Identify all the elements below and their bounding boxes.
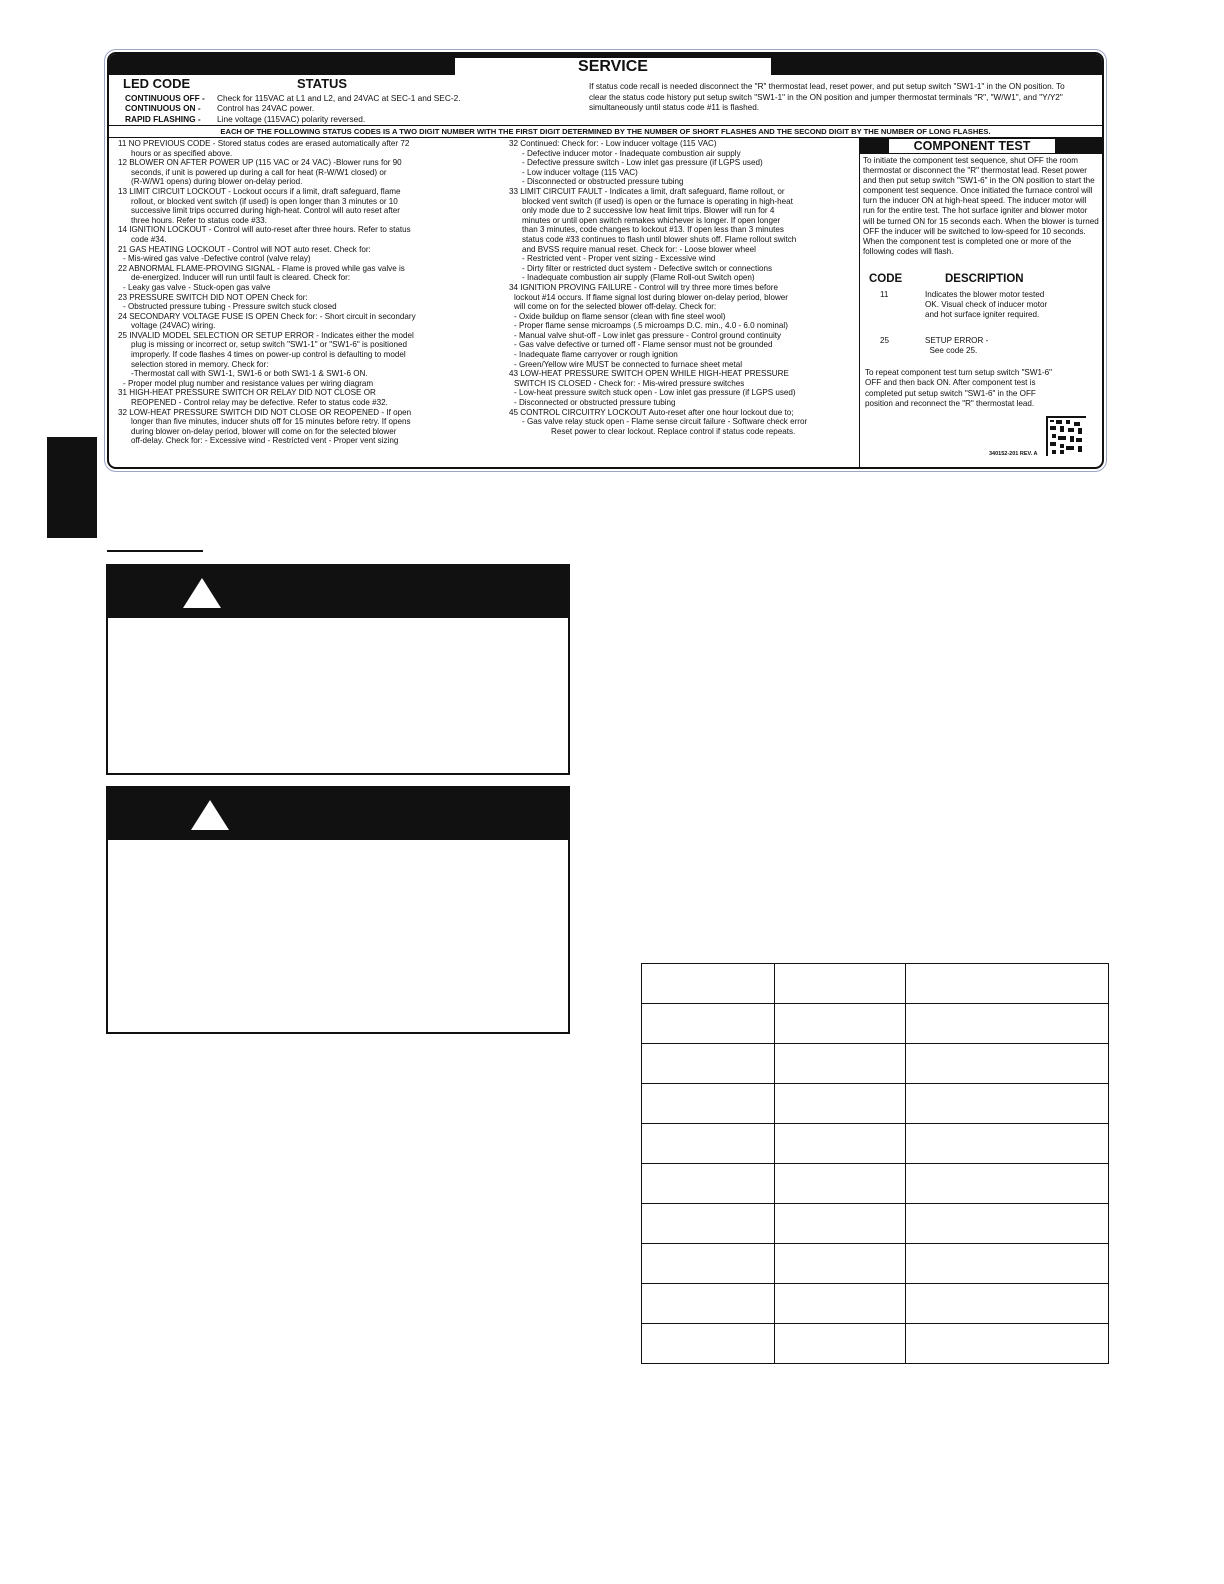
- table-cell: [642, 1204, 775, 1244]
- table-cell: [906, 1204, 1109, 1244]
- status-codes-column-1: [118, 139, 506, 446]
- status-code-line: 33 LIMIT CIRCUIT FAULT - Indicates a limit, draft safeguard, flame rollout, or: [509, 186, 785, 196]
- status-code-line: (R-W/W1 opens) during blower on-delay period.: [131, 177, 303, 187]
- table-cell: [642, 1244, 775, 1284]
- table-row: [642, 1084, 1109, 1124]
- component-test-title: COMPONENT TEST: [889, 139, 1055, 153]
- table-cell: [642, 1004, 775, 1044]
- status-code-line: hours or as specified above.: [131, 148, 233, 158]
- table-cell: [906, 1284, 1109, 1324]
- status-code-line: three hours. Refer to status code #33.: [131, 215, 267, 225]
- warning-box: [106, 564, 570, 775]
- status-code-line: 11 NO PREVIOUS CODE - Stored status codes are erased automatically after 72: [118, 139, 410, 148]
- status-code-line: status code #33 continues to flash until blower shuts off. Flame rollout switch: [522, 234, 797, 244]
- status-code-line: - Proper model plug number and resistance values per wiring diagram: [123, 378, 374, 388]
- table-cell: [906, 1084, 1109, 1124]
- status-code-line: 45 CONTROL CIRCUITRY LOCKOUT Auto-reset after one hour lockout due to;: [509, 407, 794, 417]
- status-code-line: lockout #14 occurs. If flame signal lost during blower on-delay period, blower: [514, 292, 788, 302]
- status-code-line: - Mis-wired gas valve -Defective control (valve relay): [123, 254, 311, 264]
- status-code-line: 12 BLOWER ON AFTER POWER UP (115 VAC or 24 VAC) -Blower runs for 90: [118, 158, 402, 168]
- service-title: SERVICE: [455, 58, 771, 75]
- status-code-line: REOPENED - Control relay may be defective. Refer to status code #32.: [131, 398, 388, 408]
- status-code-line: - Low-heat pressure switch stuck open - Low inlet gas pressure (if LGPS used): [514, 388, 796, 398]
- status-code-line: 43 LOW-HEAT PRESSURE SWITCH OPEN WHILE HIGH-HEAT PRESSURE: [509, 369, 789, 379]
- table-cell: [906, 1044, 1109, 1084]
- table-cell: [775, 1284, 906, 1324]
- table-row: [642, 1284, 1109, 1324]
- table-cell: [642, 1324, 775, 1364]
- table-row: [642, 1164, 1109, 1204]
- status-code-line: successive limit trips occurred during high-heat. Control will auto reset after: [131, 206, 401, 216]
- component-code-description: Indicates the blower motor tested OK. Visual check of inducer motor and hot surface igniter required.: [925, 290, 1048, 319]
- status-code-line: 23 PRESSURE SWITCH DID NOT OPEN Check for:: [118, 292, 308, 302]
- status-code-line: and BVSS require manual reset. Check for: - Loose blower wheel: [522, 244, 756, 254]
- status-code-line: - Gas valve defective or turned off - Flame sensor must not be grounded: [514, 340, 773, 350]
- status-code-line: voltage (24VAC) wiring.: [131, 321, 216, 331]
- table-cell: [775, 964, 906, 1004]
- status-recall-instructions: If status code recall is needed disconnect the "R" thermostat lead, reset power, and put setup switch "SW1-1" in the ON position. To clear the status code history put setup switch "SW1-1" in the ON position and jumper thermostat terminals "R", "W/W1", and "Y/Y2" simultaneously until status code #11 is flashed.: [589, 82, 1065, 112]
- table-cell: [775, 1084, 906, 1124]
- led-row: CONTINUOUS OFF - Check for 115VAC at L1 and L2, and 24VAC at SEC-1 and SEC-2.: [125, 93, 461, 103]
- table-cell: [775, 1324, 906, 1364]
- status-code-line: - Disconnected or obstructed pressure tubing: [514, 398, 676, 408]
- status-code-line: 13 LIMIT CIRCUIT LOCKOUT - Lockout occurs if a limit, draft safeguard, flame: [118, 186, 401, 196]
- component-code: 25: [880, 336, 890, 345]
- code-header: CODE: [869, 273, 903, 285]
- status-code-line: 25 INVALID MODEL SELECTION OR SETUP ERROR - Indicates either the model: [118, 330, 414, 340]
- status-code-line: 22 ABNORMAL FLAME-PROVING SIGNAL - Flame is proved while gas valve is: [118, 263, 405, 273]
- table-cell: [642, 1284, 775, 1324]
- table-cell: [642, 1084, 775, 1124]
- status-code-line: rollout, or blocked vent switch (if used) is open longer than 3 minutes or 10: [131, 196, 398, 206]
- description-header: DESCRIPTION: [945, 273, 1024, 285]
- status-code-line: improperly. If code flashes 4 times on power-up control is defaulting to model: [131, 350, 406, 360]
- table-cell: [906, 1004, 1109, 1044]
- component-code-description: SETUP ERROR - See code 25.: [925, 336, 989, 355]
- led-row: CONTINUOUS ON - Control has 24VAC power.: [125, 103, 315, 113]
- status-code-line: - Defective inducer motor - Inadequate combustion air supply: [522, 148, 741, 158]
- repeat-test-instructions: To repeat component test turn setup switch "SW1-6" OFF and then back ON. After component test is completed put setup switch "SW1-6" in the OFF position and reconnect the "R" thermostat lead.: [865, 368, 1053, 408]
- table-cell: [642, 1124, 775, 1164]
- status-code-line: de-energized. Inducer will run until fault is cleared. Check for:: [131, 273, 351, 283]
- table-row: [642, 1324, 1109, 1364]
- status-code-line: during blower on-delay period, blower will come on for the selected blower: [131, 426, 397, 436]
- status-code-banner: EACH OF THE FOLLOWING STATUS CODES IS A TWO DIGIT NUMBER WITH THE FIRST DIGIT DETERMINED BY THE NUMBER OF SHORT FLASHES AND THE SECOND DIGIT BY THE NUMBER OF LONG FLASHES.: [220, 127, 991, 136]
- status-code-line: 32 LOW-HEAT PRESSURE SWITCH DID NOT CLOSE OR REOPENED - If open: [118, 407, 412, 417]
- led-code-header: LED CODE: [123, 76, 191, 91]
- table-row: [642, 1204, 1109, 1244]
- table-row: [642, 1244, 1109, 1284]
- status-code-line: 32 Continued: Check for: - Low inducer voltage (115 VAC): [509, 139, 717, 148]
- status-code-line: - Green/Yellow wire MUST be connected to furnace sheet metal: [514, 359, 743, 369]
- status-code-line: seconds, if unit is powered up during a call for heat (R-W/W1 closed) or: [131, 167, 387, 177]
- data-table: [641, 963, 1109, 1364]
- table-cell: [775, 1164, 906, 1204]
- table-cell: [642, 1164, 775, 1204]
- warning-header: [108, 788, 568, 840]
- status-code-line: code #34.: [131, 234, 167, 244]
- status-code-line: - Dirty filter or restricted duct system - Defective switch or connections: [522, 263, 773, 273]
- warning-box: [106, 786, 570, 1034]
- table-cell: [906, 1324, 1109, 1364]
- component-code: 11: [880, 290, 889, 299]
- table-cell: [775, 1204, 906, 1244]
- table-cell: [775, 1044, 906, 1084]
- status-code-line: - Disconnected or obstructed pressure tubing: [522, 177, 684, 187]
- status-code-line: - Inadequate combustion air supply (Flame Roll-out Switch open): [522, 273, 755, 283]
- status-code-line: off-delay. Check for: - Excessive wind - Restricted vent - Proper vent sizing: [131, 436, 399, 446]
- qr-code-icon: [1046, 416, 1086, 456]
- led-row: RAPID FLASHING - Line voltage (115VAC) polarity reversed.: [125, 114, 366, 124]
- status-code-line: - Proper flame sense microamps (.5 microamps D.C. min., 4.0 - 6.0 nominal): [514, 321, 788, 331]
- status-code-line: longer than five minutes, inducer shuts off for 15 minutes before retry. If opens: [131, 417, 411, 427]
- divider: [859, 137, 860, 467]
- status-code-line: will come on for the selected blower off-delay. Check for:: [514, 302, 717, 312]
- status-code-line: plug is missing or incorrect or, setup switch "SW1-1" or "SW1-6" is positioned: [131, 340, 407, 350]
- status-code-line: - Manual valve shut-off - Low inlet gas pressure - Control ground continuity: [514, 330, 782, 340]
- status-code-line: 31 HIGH-HEAT PRESSURE SWITCH OR RELAY DID NOT CLOSE OR: [118, 388, 376, 398]
- divider: [109, 125, 1102, 126]
- status-code-line: blocked vent switch (if used) is open or the furnace is operating in high-heat: [522, 196, 793, 206]
- status-code-line: - Leaky gas valve - Stuck-open gas valve: [123, 282, 271, 292]
- status-code-line: Reset power to clear lockout. Replace control if status code repeats.: [551, 426, 796, 436]
- status-code-line: than 3 minutes, code changes to lockout #13. If open less than 3 minutes: [522, 225, 784, 235]
- table-cell: [642, 964, 775, 1004]
- table-cell: [775, 1244, 906, 1284]
- status-code-line: selection stored in memory. Check for:: [131, 359, 269, 369]
- status-code-line: SWITCH IS CLOSED - Check for: - Mis-wired pressure switches: [514, 378, 745, 388]
- table-cell: [642, 1044, 775, 1084]
- table-row: [642, 1044, 1109, 1084]
- status-code-line: - Restricted vent - Proper vent sizing - Excessive wind: [522, 254, 716, 264]
- status-code-line: 21 GAS HEATING LOCKOUT - Control will NOT auto reset. Check for:: [118, 244, 371, 254]
- component-test-intro: To initiate the component test sequence, shut OFF the room thermostat or disconnect the "R" thermostat lead. Reset power and then put setup switch "SW1-6" in the ON position to start the component test sequence. Once initiated the furnace control will turn the inducer ON at high-heat speed. The inducer motor will run for the entire test. The hot surface igniter and blower motor will be turned ON for 15 seconds each. When the blower is turned OFF the inducer will be switched to low-speed for 10 seconds. When the component test is completed one or more of the following codes will flash.: [863, 156, 1099, 256]
- table-cell: [906, 1164, 1109, 1204]
- status-code-line: - Inadequate flame carryover or rough ignition: [514, 350, 678, 360]
- status-code-line: - Oxide buildup on flame sensor (clean with fine steel wool): [514, 311, 726, 321]
- status-code-line: - Low inducer voltage (115 VAC): [522, 167, 638, 177]
- section-rule: [107, 550, 203, 552]
- warning-triangle-icon: [191, 800, 229, 830]
- status-code-line: - Gas valve relay stuck open - Flame sense circuit failure - Software check error: [522, 417, 808, 427]
- table-cell: [775, 1004, 906, 1044]
- table-cell: [906, 1244, 1109, 1284]
- service-label: [107, 52, 1104, 469]
- table-row: [642, 964, 1109, 1004]
- status-header: STATUS: [297, 76, 348, 91]
- status-code-line: 24 SECONDARY VOLTAGE FUSE IS OPEN Check for: - Short circuit in secondary: [118, 311, 416, 321]
- status-code-line: 14 IGNITION LOCKOUT - Control will auto-reset after three hours. Refer to status: [118, 225, 411, 235]
- table-cell: [906, 964, 1109, 1004]
- status-code-line: - Obstructed pressure tubing - Pressure switch stuck closed: [123, 302, 337, 312]
- status-code-line: - Defective pressure switch - Low inlet gas pressure (if LGPS used): [522, 158, 763, 168]
- section-tab: [47, 437, 97, 538]
- table-row: [642, 1004, 1109, 1044]
- status-code-line: minutes or until open switch remakes whichever is longer. If open longer: [522, 215, 781, 225]
- table-cell: [775, 1124, 906, 1164]
- table-cell: [906, 1124, 1109, 1164]
- status-code-line: -Thermostat call with SW1-1, SW1-6 or both SW1-1 & SW1-6 ON.: [131, 369, 368, 379]
- status-codes-column-2: [509, 139, 859, 436]
- table-row: [642, 1124, 1109, 1164]
- warning-triangle-icon: [183, 578, 221, 608]
- status-code-line: only mode due to 2 successive low heat limit trips. Blower will run for 4: [522, 206, 775, 216]
- warning-header: [108, 566, 568, 618]
- status-code-line: 34 IGNITION PROVING FAILURE - Control will try three more times before: [509, 282, 778, 292]
- part-number: 340152-201 REV. A: [989, 451, 1038, 457]
